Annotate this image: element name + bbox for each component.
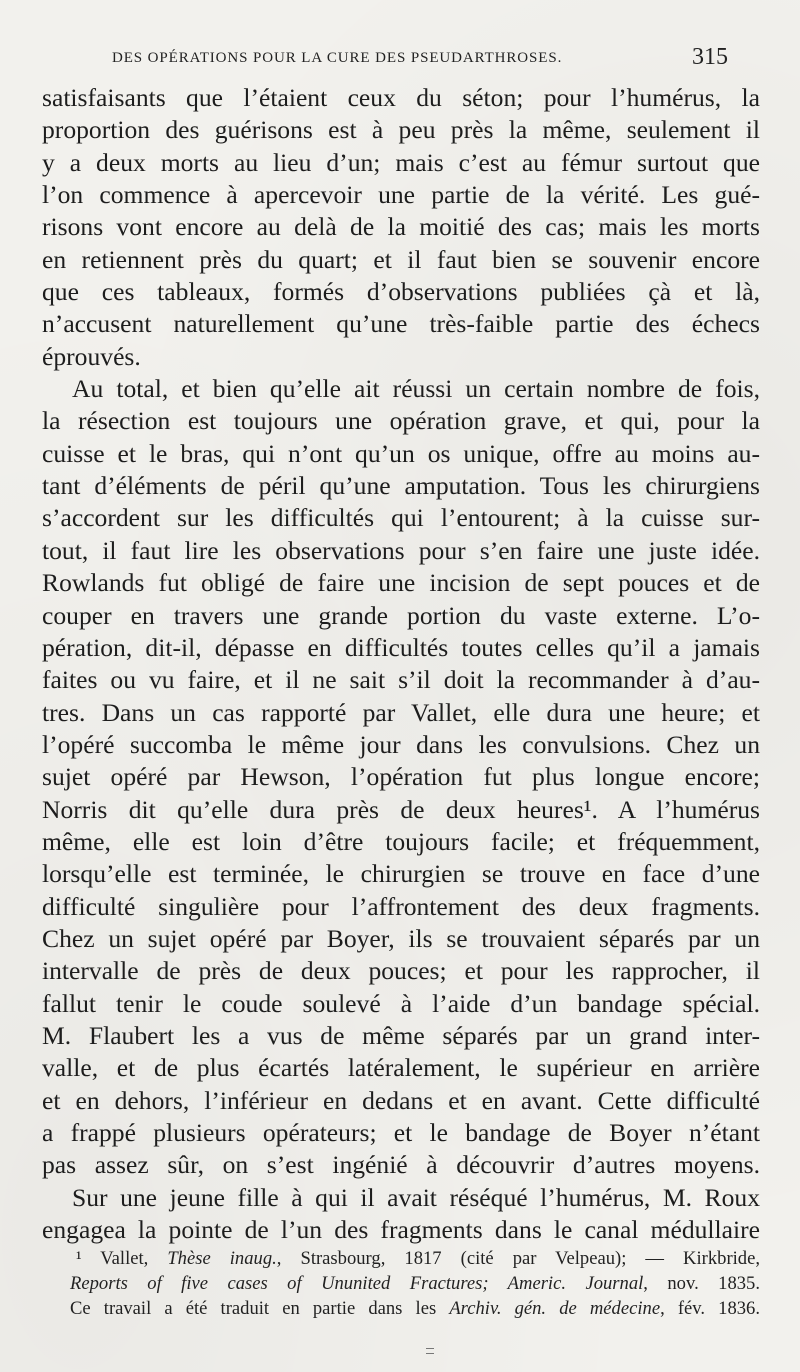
main-text bbox=[42, 82, 760, 1246]
text-line: Norris dit qu’elle dura près de deux heures¹. A l’humérus bbox=[42, 794, 760, 824]
text-line: risons vont encore au delà de la moitié des cas; mais les morts bbox=[42, 212, 760, 242]
text-line: valle, et de plus écartés latéralement, le supérieur en arrière bbox=[42, 1053, 760, 1083]
text-line: tout, il faut lire les observations pour s’en faire une juste idée. bbox=[42, 535, 760, 565]
text-line: s’accordent sur les difficultés qui l’entourent; à la cuisse sur- bbox=[42, 503, 760, 533]
footnote-line bbox=[70, 1246, 760, 1271]
text-line: fallut tenir le coude soulevé à l’aide d’un bandage spécial. bbox=[42, 988, 760, 1018]
running-head bbox=[112, 44, 728, 72]
text-line: éprouvés. bbox=[42, 341, 141, 371]
text-line: Sur une jeune fille à qui il avait réséqué l’humérus, M. Roux bbox=[72, 1182, 760, 1212]
text-line: difficulté singulière pour l’affrontement des deux fragments. bbox=[42, 891, 760, 921]
footnote-italic-text: Reports of five cases of Ununited Fractures; Americ. Journal bbox=[70, 1273, 644, 1294]
footnote-line bbox=[70, 1271, 760, 1296]
footnote-text: , nov. 1835. bbox=[643, 1273, 760, 1294]
footnote-text: , Strasbourg, 1817 (cité par Velpeau); — Kirkbride, bbox=[276, 1248, 760, 1269]
text-line: Chez un sujet opéré par Boyer, ils se trouvaient séparés par un bbox=[42, 923, 760, 953]
text-line: en retiennent près du quart; et il faut bien se souvenir encore bbox=[42, 244, 760, 274]
text-line: lorsqu’elle est terminée, le chirurgien se trouve en face d’une bbox=[42, 859, 760, 889]
running-title: DES OPÉRATIONS POUR LA CURE DES PSEUDARTHROSES. bbox=[112, 50, 563, 66]
text-line: tant d’éléments de péril qu’une amputation. Tous les chirurgiens bbox=[42, 471, 760, 501]
text-line: l’on commence à apercevoir une partie de la vérité. Les gué- bbox=[42, 180, 760, 210]
footnote-text: Ce travail a été traduit en partie dans les bbox=[70, 1298, 450, 1319]
text-line: pération, dit-il, dépasse en difficultés toutes celles qu’il a jamais bbox=[42, 632, 760, 662]
text-line: sujet opéré par Hewson, l’opération fut plus longue encore; bbox=[42, 762, 760, 792]
text-line: couper en travers une grande portion du vaste externe. L’o- bbox=[42, 600, 760, 630]
text-line: n’accusent naturellement qu’une très-faible partie des échecs bbox=[42, 309, 760, 339]
text-line: même, elle est loin d’être toujours facile; et fréquemment, bbox=[42, 826, 760, 856]
text-line: intervalle de près de deux pouces; et pour les rapprocher, il bbox=[42, 956, 760, 986]
text-line: pas assez sûr, on s’est ingénié à découvrir d’autres moyens. bbox=[42, 1150, 760, 1180]
footnote-line bbox=[70, 1296, 760, 1321]
text-line: y a deux morts au lieu d’un; mais c’est au fémur surtout que bbox=[42, 147, 760, 177]
footnote-text: , fév. 1836. bbox=[660, 1298, 760, 1319]
text-line: M. Flaubert les a vus de même séparés par un grand inter- bbox=[42, 1020, 760, 1050]
text-line: tres. Dans un cas rapporté par Vallet, elle dura une heure; et bbox=[42, 697, 760, 727]
text-line: l’opéré succomba le même jour dans les convulsions. Chez un bbox=[42, 729, 760, 759]
page-number: 315 bbox=[692, 44, 728, 70]
text-line: proportion des guérisons est à peu près la même, seulement il bbox=[42, 115, 760, 145]
footnote-text: ¹ Vallet, bbox=[76, 1248, 168, 1269]
footnote bbox=[70, 1246, 760, 1321]
signature-mark bbox=[426, 1348, 434, 1354]
text-line: Au total, et bien qu’elle ait réussi un certain nombre de fois, bbox=[72, 374, 760, 404]
text-line: engagea la pointe de l’un des fragments dans le canal médullaire bbox=[42, 1215, 760, 1245]
text-line: Rowlands fut obligé de faire une incision de sept pouces et de bbox=[42, 568, 760, 598]
footnote-italic-text: Thèse inaug. bbox=[167, 1248, 277, 1269]
text-line: que ces tableaux, formés d’observations publiées çà et là, bbox=[42, 277, 760, 307]
footnote-italic-text: Archiv. gén. de médecine bbox=[449, 1298, 661, 1319]
text-line: faites ou vu faire, et il ne sait s’il doit la recommander à d’au- bbox=[42, 665, 760, 695]
text-line: et en dehors, l’inférieur en dedans et en avant. Cette difficulté bbox=[42, 1085, 760, 1115]
text-line: la résection est toujours une opération grave, et qui, pour la bbox=[42, 406, 760, 436]
text-line: cuisse et le bras, qui n’ont qu’un os unique, offre au moins au- bbox=[42, 438, 760, 468]
text-line: satisfaisants que l’étaient ceux du séton; pour l’humérus, la bbox=[42, 83, 760, 112]
text-line: a frappé plusieurs opérateurs; et le bandage de Boyer n’étant bbox=[42, 1118, 760, 1147]
